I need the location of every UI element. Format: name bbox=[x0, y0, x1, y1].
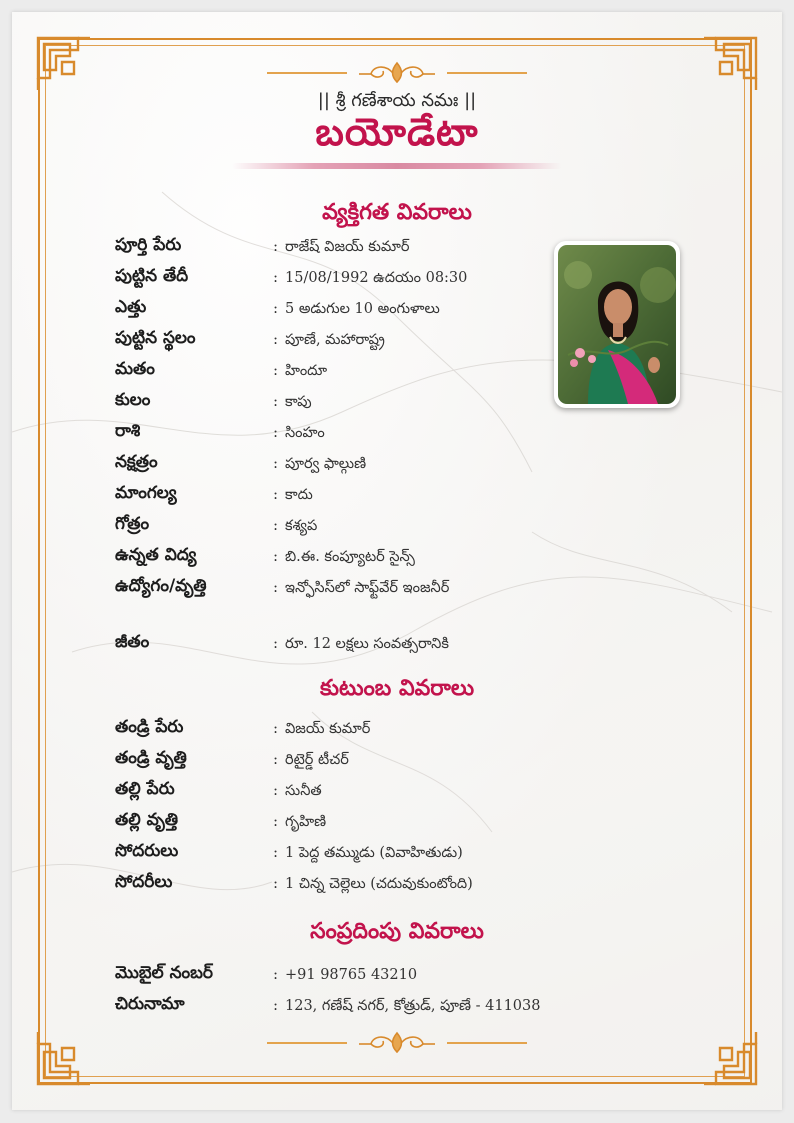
field-value: రిటైర్డ్ టీచర్ bbox=[285, 752, 349, 768]
field-value: కశ్యప bbox=[285, 518, 318, 534]
top-flourish-ornament bbox=[357, 60, 437, 86]
field-label: తల్లి వృత్తి bbox=[115, 810, 179, 830]
field-value: బి.ఈ. కంప్యూటర్ సైన్స్ bbox=[285, 549, 415, 565]
field-label: రాశి bbox=[115, 421, 141, 441]
field-colon: : bbox=[273, 750, 279, 768]
field-value: పూర్వ ఫాల్గుణి bbox=[285, 456, 367, 472]
field-label: ఉద్యోగం/వృత్తి bbox=[115, 576, 207, 596]
field-value: 5 అడుగుల 10 అంగుళాలు bbox=[285, 301, 440, 317]
profile-photo-image bbox=[558, 245, 676, 404]
field-value: +91 98765 43210 bbox=[285, 967, 418, 983]
field-colon: : bbox=[273, 516, 279, 534]
field-label: కులం bbox=[115, 390, 151, 410]
field-label: పుట్టిన స్థలం bbox=[115, 328, 196, 348]
field-label: గోత్రం bbox=[115, 514, 150, 534]
field-colon: : bbox=[273, 781, 279, 799]
top-rule-right bbox=[447, 72, 527, 74]
profile-photo bbox=[554, 241, 680, 408]
field-colon: : bbox=[273, 485, 279, 503]
corner-ornament-top-right bbox=[700, 34, 760, 94]
bottom-flourish-ornament bbox=[357, 1030, 437, 1056]
field-label: జీతం bbox=[115, 632, 150, 652]
field-colon: : bbox=[273, 578, 279, 596]
field-value: రూ. 12 లక్షలు సంవత్సరానికి bbox=[285, 636, 449, 652]
field-value: హిందూ bbox=[285, 363, 328, 379]
field-label: తండ్రి వృత్తి bbox=[115, 748, 187, 768]
field-label: ఎత్తు bbox=[115, 297, 147, 317]
field-colon: : bbox=[273, 874, 279, 892]
section-heading-personal: వ్యక్తిగత వివరాలు bbox=[322, 200, 472, 225]
field-value: 1 పెద్ద తమ్ముడు (వివాహితుడు) bbox=[285, 845, 463, 861]
field-colon: : bbox=[273, 423, 279, 441]
field-label: తండ్రి పేరు bbox=[115, 717, 184, 737]
field-label: మాంగల్య bbox=[115, 483, 177, 503]
field-colon: : bbox=[273, 392, 279, 410]
field-label: మతం bbox=[115, 359, 155, 379]
field-value: 15/08/1992 ఉదయం 08:30 bbox=[285, 270, 468, 286]
field-label: పూర్తి పేరు bbox=[115, 235, 182, 255]
page-title: బయోడేటా bbox=[315, 110, 479, 154]
field-label: తల్లి పేరు bbox=[115, 779, 175, 799]
field-value: గృహిణి bbox=[285, 814, 327, 830]
field-colon: : bbox=[273, 330, 279, 348]
top-rule-left bbox=[267, 72, 347, 74]
field-label: ఉన్నత విద్య bbox=[115, 545, 197, 565]
corner-ornament-top-left bbox=[34, 34, 94, 94]
field-value: విజయ్ కుమార్ bbox=[285, 721, 371, 737]
field-value: సునీత bbox=[285, 783, 322, 799]
bottom-rule-right bbox=[447, 1042, 527, 1044]
field-colon: : bbox=[273, 843, 279, 861]
field-colon: : bbox=[273, 454, 279, 472]
field-label: సోదరీలు bbox=[115, 872, 173, 892]
section-heading-contact: సంప్రదింపు వివరాలు bbox=[310, 919, 484, 944]
title-underline bbox=[232, 163, 562, 169]
field-colon: : bbox=[273, 965, 279, 983]
field-value: సింహం bbox=[285, 425, 325, 441]
field-label: మొబైల్ నంబర్ bbox=[115, 963, 213, 983]
field-label: పుట్టిన తేదీ bbox=[115, 266, 189, 286]
field-colon: : bbox=[273, 268, 279, 286]
field-value: రాజేష్ విజయ్ కుమార్ bbox=[285, 239, 410, 255]
section-heading-family: కుటుంబ వివరాలు bbox=[319, 676, 475, 701]
field-label: చిరునామా bbox=[115, 994, 185, 1014]
field-colon: : bbox=[273, 996, 279, 1014]
field-colon: : bbox=[273, 237, 279, 255]
field-label: నక్షత్రం bbox=[115, 452, 158, 472]
field-colon: : bbox=[273, 719, 279, 737]
bottom-rule-left bbox=[267, 1042, 347, 1044]
invocation-text: || శ్రీ గణేశాయ నమః || bbox=[317, 90, 477, 111]
field-colon: : bbox=[273, 299, 279, 317]
corner-ornament-bottom-left bbox=[34, 1028, 94, 1088]
field-label: సోదరులు bbox=[115, 841, 179, 861]
field-colon: : bbox=[273, 634, 279, 652]
field-colon: : bbox=[273, 361, 279, 379]
field-colon: : bbox=[273, 812, 279, 830]
corner-ornament-bottom-right bbox=[700, 1028, 760, 1088]
field-value: కాదు bbox=[285, 487, 313, 503]
field-value: 1 చిన్న చెల్లెలు (చదువుకుంటోంది) bbox=[285, 876, 473, 892]
biodata-page bbox=[12, 12, 782, 1110]
field-value: పూణే, మహారాష్ట్ర bbox=[285, 332, 385, 348]
field-value: 123, గణేష్ నగర్, కోత్రుడ్, పూణే - 411038 bbox=[285, 998, 541, 1014]
field-colon: : bbox=[273, 547, 279, 565]
field-value: కాపు bbox=[285, 394, 312, 410]
field-value: ఇన్ఫోసిస్‌లో సాఫ్ట్‌వేర్ ఇంజనీర్ bbox=[285, 580, 450, 596]
